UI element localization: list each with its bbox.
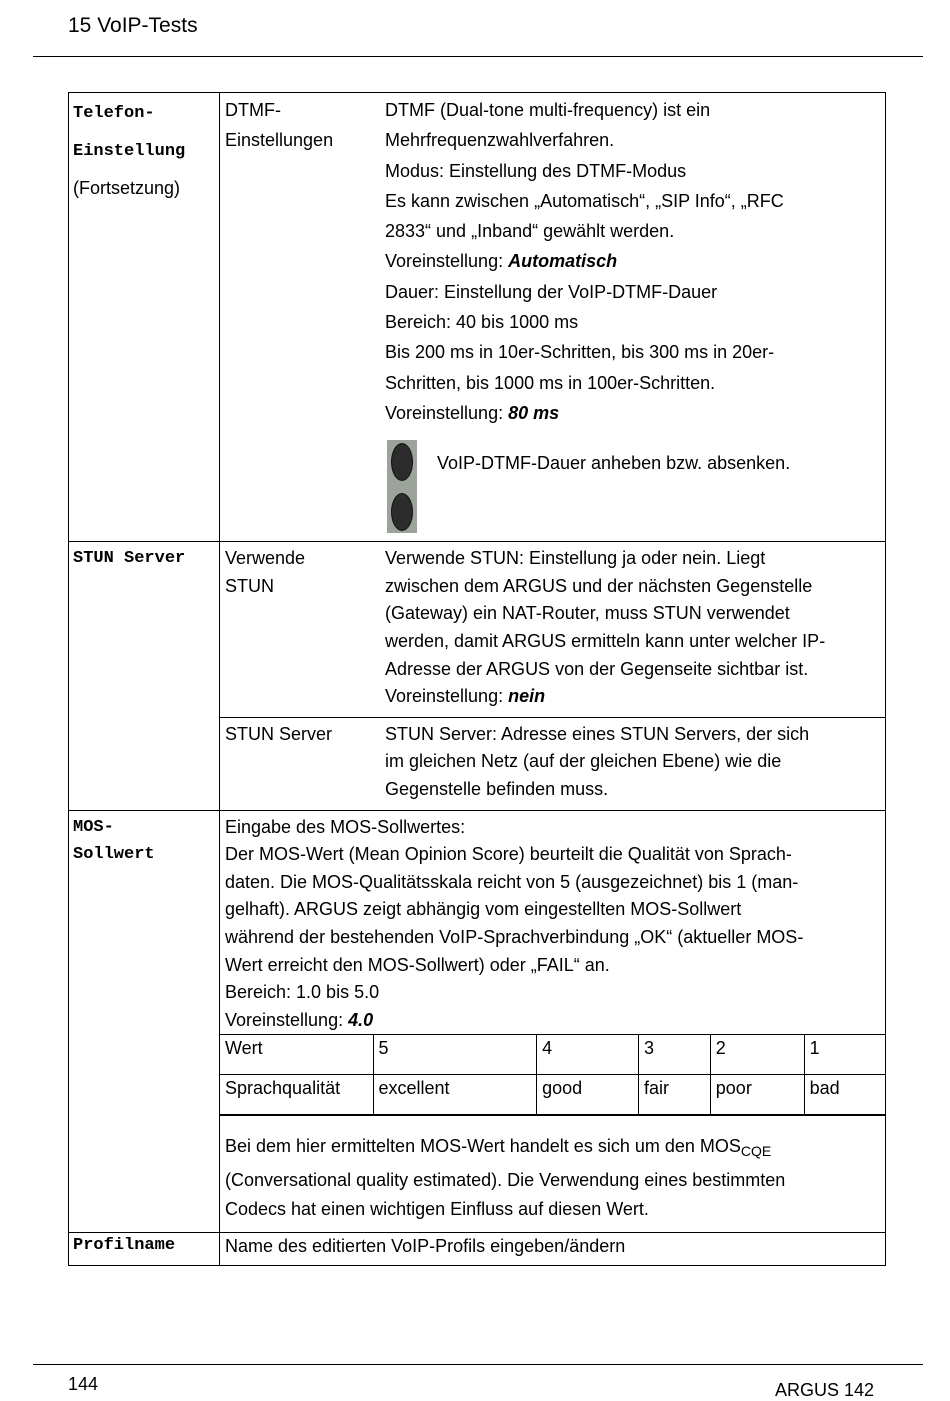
description-line: Bis 200 ms in 10er-Schritten, bis 300 ms in 20er- [385, 342, 775, 363]
header-rule [33, 56, 923, 57]
default-value: nein [508, 686, 546, 707]
table-cell: Wert [220, 1035, 373, 1075]
description-line: Adresse der ARGUS von der Gegenseite sichtbar ist. [385, 658, 809, 679]
row-telefon-einstellung [69, 93, 885, 541]
page-header-title: 15 VoIP-Tests [68, 14, 198, 37]
default-value: 4.0 [348, 1009, 374, 1030]
description-line: während der bestehenden VoIP-Sprachverbindung „OK“ (aktueller MOS- [225, 926, 804, 947]
description-line: Wert erreicht den MOS-Sollwert) oder „FAIL“ an. [225, 954, 610, 975]
table-cell: bad [804, 1075, 885, 1115]
description-line: Modus: Einstellung des DTMF-Modus [385, 160, 687, 181]
description-line: Dauer: Einstellung der VoIP-DTMF-Dauer [385, 281, 718, 302]
description-line: Der MOS-Wert (Mean Opinion Score) beurteilt die Qualität von Sprach- [225, 844, 792, 865]
keys-hint [385, 440, 880, 533]
description-line: gelhaft). ARGUS zeigt abhängig vom eingestellten MOS-Sollwert [225, 899, 742, 920]
up-down-keys-icon [387, 440, 417, 533]
table-cell: 2 [710, 1035, 804, 1075]
table-cell: 4 [537, 1035, 639, 1075]
table-cell: Sprachqualität [220, 1075, 373, 1115]
description-line: im gleichen Netz (auf der gleichen Ebene) wie die [385, 751, 782, 772]
description-line: Schritten, bis 1000 ms in 100er-Schritten. [385, 372, 716, 393]
row-label: STUN Server [73, 549, 186, 569]
row-label-cell [69, 1233, 220, 1265]
footer-rule [33, 1364, 923, 1365]
product-name: ARGUS 142 [774, 1380, 874, 1400]
description-line: Verwende STUN: Einstellung ja oder nein. Liegt [385, 548, 766, 569]
description-line: zwischen dem ARGUS und der nächsten Gegenstelle [385, 575, 813, 596]
keys-hint-text: VoIP-DTMF-Dauer anheben bzw. absenken. [437, 453, 791, 474]
note-line: Bei dem hier ermittelten MOS-Wert handelt es sich um den $MOS_{CQE}$ [225, 1136, 772, 1160]
down-key-icon [391, 493, 413, 531]
description-line: (Gateway) ein NAT-Router, muss STUN verwendet [385, 603, 790, 624]
setting-name: DTMF- [225, 100, 281, 120]
row-label-cell [69, 93, 220, 541]
table-cell: 5 [373, 1035, 537, 1075]
setting-name-cell [220, 93, 380, 541]
note-subscript: CQE [740, 1143, 772, 1160]
setting-description [380, 93, 885, 541]
default-line: Voreinstellung: 80 ms [385, 402, 560, 423]
row-label: Profilname [73, 1236, 176, 1256]
row-profilname [69, 1232, 885, 1265]
description-line: 2833“ und „Inband“ gewählt werden. [385, 221, 675, 242]
setting-description [380, 718, 885, 804]
default-value: Automatisch [508, 251, 618, 272]
description-line: Bereich: 1.0 bis 5.0 [225, 982, 380, 1003]
description-line: werden, damit ARGUS ermitteln kann unter welcher IP- [385, 631, 826, 652]
page-number: 144 [68, 1374, 99, 1394]
default-line: Voreinstellung: 4.0 [225, 1009, 374, 1030]
description-line: daten. Die MOS-Qualitätsskala reicht von 5 (ausgezeichnet) bis 1 (man- [225, 871, 799, 892]
description-line: Mehrfrequenzwahlverfahren. [385, 130, 615, 151]
profilname-description: Name des editierten VoIP-Profils eingeben/ändern [225, 1236, 626, 1257]
up-key-icon [391, 443, 413, 481]
table-cell: fair [638, 1075, 710, 1115]
setting-name-cell [220, 542, 380, 711]
row-stun-server [69, 541, 885, 809]
mos-note [220, 1115, 885, 1232]
table-cell: good [537, 1075, 639, 1115]
description-line: DTMF (Dual-tone multi-frequency) ist ein [385, 100, 711, 120]
row-label: MOS- [73, 817, 114, 837]
note-line: (Conversational quality estimated). Die Verwendung eines bestimmten [225, 1170, 786, 1191]
setting-name: STUN Server [225, 723, 333, 744]
setting-name: STUN [225, 575, 274, 596]
table-row [220, 1075, 885, 1115]
description-line: Eingabe des MOS-Sollwertes: [225, 816, 466, 837]
row-label: Telefon- [73, 104, 155, 123]
table-cell: poor [710, 1075, 804, 1115]
row-label-cell [69, 811, 220, 1233]
setting-name: Einstellungen [225, 130, 334, 151]
default-line: Voreinstellung: Automatisch [385, 251, 618, 272]
setting-description [380, 542, 885, 711]
description-line: Bereich: 40 bis 1000 ms [385, 312, 579, 333]
row-mos-sollwert [69, 810, 885, 1233]
settings-table [68, 92, 886, 1266]
setting-name-cell [220, 718, 380, 804]
mos-description [220, 811, 885, 1035]
row-label: Einstellung [73, 141, 186, 161]
table-cell: excellent [373, 1075, 537, 1115]
mos-scale-table [220, 1034, 885, 1115]
row-label-cell [69, 542, 220, 809]
row-label-note: (Fortsetzung) [73, 178, 181, 198]
description-line: Gegenstelle befinden muss. [385, 779, 609, 800]
table-row [220, 1035, 885, 1075]
note-line: Codecs hat einen wichtigen Einfluss auf diesen Wert. [225, 1199, 649, 1220]
description-line: STUN Server: Adresse eines STUN Servers, der sich [385, 723, 810, 744]
default-line: Voreinstellung: nein [385, 686, 546, 707]
row-label: Sollwert [73, 845, 155, 865]
default-value: 80 ms [508, 402, 560, 423]
setting-name: Verwende [225, 548, 306, 569]
description-line: Es kann zwischen „Automatisch“, „SIP Info“, „RFC [385, 190, 784, 211]
table-cell: 1 [804, 1035, 885, 1075]
table-cell: 3 [638, 1035, 710, 1075]
